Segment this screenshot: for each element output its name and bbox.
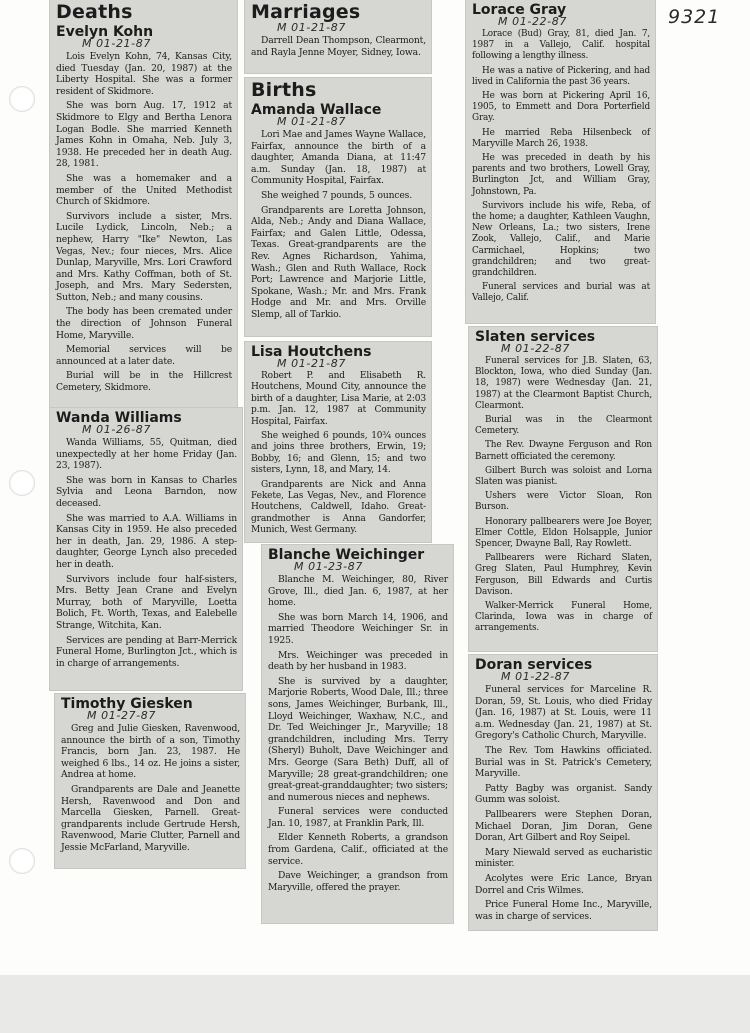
- paragraph: The Rev. Tom Hawkins officiated. Burial was in St. Patrick's Cemetery, Maryville.: [475, 744, 652, 780]
- paragraph: He was preceded in death by his parents and two brothers, Lowell Gray, Burlington Jct, and William Gray, Johnstown, Pa.: [472, 153, 650, 197]
- paragraph: Grandparents are Loretta Johnson, Alda, Neb.; Andy and Diana Wallace, Fairfax; and Galen Little, Odessa, Texas. Great-grandparents are the Rev. Agnes Richardson, Yahima, Wash.; Glen and Ruth Wallace, Rock Port; Lawrence and Marjorie Little, Spokane, Wash.; Mr. and Mrs. Frank Hodge and Mr. and Mrs. Orville Slemp, all of Tarkio.: [251, 204, 426, 320]
- paragraph: Pallbearers were Richard Slaten, Greg Slaten, Paul Humphrey, Kevin Ferguson, Bill Edwards and Curtis Davison.: [475, 553, 652, 597]
- paragraph: Darrell Dean Thompson, Clearmont, and Rayla Jenne Moyer, Sidney, Iowa.: [251, 35, 426, 58]
- birth-heading: Amanda Wallace: [251, 102, 382, 118]
- handwritten-date: M 01-23-87: [294, 560, 363, 573]
- clipping-lorace-gray: [466, 0, 655, 323]
- paragraph: Wanda Williams, 55, Quitman, died unexpectedly at her home Friday (Jan. 23, 1987).: [56, 437, 237, 472]
- obit-heading: Evelyn Kohn: [56, 24, 154, 40]
- paragraph: Robert P. and Elisabeth R. Houtchens, Mound City, announce the birth of a daughter, Lisa Marie, at 2:03 p.m. Jan. 12, 1987 at Community Hospital, Fairfax.: [251, 371, 426, 427]
- paragraph: Memorial services will be announced at a later date.: [56, 344, 232, 367]
- handwritten-date: M 01-21-87: [277, 115, 346, 128]
- binder-hole-top: [9, 86, 35, 112]
- article-body: [475, 684, 652, 922]
- article-body: [56, 437, 237, 669]
- handwritten-date: M 01-22-87: [501, 342, 570, 355]
- paragraph: Acolytes were Eric Lance, Bryan Dorrel and Cris Wilmes.: [475, 872, 652, 896]
- paragraph: She was a homemaker and a member of the United Methodist Church of Skidmore.: [56, 172, 232, 208]
- obit-heading: Lorace Gray: [472, 2, 567, 18]
- paragraph: Survivors include four half-sisters, Mrs. Betty Jean Crane and Evelyn Murray, both of Maryville, Loetta Bolich, Ft. Worth, Texas, and Ealebelle Strange, Witchita, Kan.: [56, 573, 237, 631]
- clipping-timothy-giesken: [55, 694, 245, 868]
- paragraph: She was married to A.A. Williams in Kansas City in 1959. He also preceded her in death, Jan. 29, 1986. A step-daughter, George Lynch also preceded her in death.: [56, 512, 237, 570]
- handwritten-date: M 01-22-87: [498, 15, 567, 28]
- paragraph: Survivors include his wife, Reba, of the home; a daughter, Kathleen Vaughn, New Orleans, La.; two sisters, Irene Zook, Vallejo, Calif., and Marie Carmichael, Hopkins; two grandchildren; and two great-grandchildren.: [472, 200, 650, 279]
- clipping-wanda-williams: [50, 408, 242, 690]
- page-number: 9321: [668, 6, 721, 28]
- section-heading-deaths: Deaths: [56, 1, 133, 23]
- paragraph: He was born at Pickering April 16, 1905, to Emmett and Dora Porterfield Gray.: [472, 91, 650, 124]
- paragraph: Grandparents are Nick and Anna Fekete, Las Vegas, Nev., and Florence Houtchens, Caldwell, Idaho. Great-grandmother is Anna Gandorfer, Munich, West Germany.: [251, 479, 426, 536]
- section-heading-births: Births: [251, 79, 317, 101]
- paragraph: Patty Bagby was organist. Sandy Gumm was soloist.: [475, 782, 652, 806]
- clipping-lisa-houtchens: [245, 342, 431, 542]
- paragraph: Mary Niewald served as eucharistic minister.: [475, 846, 652, 870]
- obit-heading: Doran services: [475, 657, 593, 673]
- paragraph: The body has been cremated under the direction of Johnson Funeral Home, Maryville.: [56, 306, 232, 341]
- paragraph: Lois Evelyn Kohn, 74, Kansas City, died Tuesday (Jan. 20, 1987) at the Liberty Hospital. She was a former resident of Skidmore.: [56, 51, 232, 97]
- clipping-blanche-weichinger: [262, 545, 453, 923]
- paragraph: Grandparents are Dale and Jeanette Hersh, Ravenwood and Don and Marcella Giesken, Parnell. Great-grandparents include Gertrude Hersh, Ravenwood, Marie Clutter, Parnell and Jessie McFarland, Maryville.: [61, 783, 240, 853]
- article-body: [268, 574, 448, 893]
- paragraph: She is survived by a daughter, Marjorie Roberts, Wood Dale, Ill.; three sons, James Weichinger, Burbank, Ill., Lloyd Weichinger, Waxhaw, N.C., and Dr. Ted Weichinger Jr., Maryville; 18 grandchildren, including Mrs. Terry (Sheryl) Buholt, Dave Weichinger and Mrs. George (Sara Beth) Duff, all of Maryville; 28 great-grandchildren; one great-great-granddaughter; two sisters; and numerous nieces and nephews.: [268, 675, 448, 803]
- paragraph: He was a native of Pickering, and had lived in California the past 36 years.: [472, 65, 650, 87]
- paragraph: The Rev. Dwayne Ferguson and Ron Barnett officiated the ceremony.: [475, 440, 652, 462]
- article-body: [251, 129, 426, 321]
- obit-heading: Blanche Weichinger: [268, 547, 425, 563]
- paragraph: Burial was in the Clearmont Cemetery.: [475, 415, 652, 437]
- article-body: [475, 356, 652, 635]
- handwritten-date: M 01-21-87: [277, 357, 346, 370]
- handwritten-date: M 01-21-87: [277, 21, 346, 34]
- paragraph: Dave Weichinger, a grandson from Maryville, offered the prayer.: [268, 870, 448, 893]
- paragraph: Funeral services for Marceline R. Doran, 59, St. Louis, who died Friday (Jan. 16, 1987) at St. Louis, were 11 a.m. Wednesday (Jan. 21, 1987) at St. Gregory's Catholic Church, Maryville.: [475, 684, 652, 742]
- article-body: [472, 29, 650, 305]
- clipping-evelyn-kohn: [50, 0, 237, 408]
- handwritten-date: M 01-26-87: [82, 423, 151, 436]
- scan-bottom-margin: [0, 975, 750, 1033]
- clipping-doran-services: [469, 655, 657, 930]
- article-body: [56, 51, 232, 394]
- handwritten-date: M 01-21-87: [82, 37, 151, 50]
- paragraph: Lorace (Bud) Gray, 81, died Jan. 7, 1987 in a Vallejo, Calif. hospital following a lengthy illness.: [472, 29, 650, 62]
- clipping-amanda-wallace: [245, 78, 431, 336]
- paragraph: Funeral services and burial was at Vallejo, Calif.: [472, 282, 650, 304]
- paragraph: She was born in Kansas to Charles Sylvia and Leona Barndon, now deceased.: [56, 474, 237, 509]
- paragraph: Services are pending at Barr-Merrick Funeral Home, Burlington Jct., which is in charge of arrangements.: [56, 634, 237, 669]
- paragraph: Burial will be in the Hillcrest Cemetery, Skidmore.: [56, 370, 232, 394]
- handwritten-date: M 01-22-87: [501, 670, 570, 683]
- paragraph: Mrs. Weichinger was preceded in death by her husband in 1983.: [268, 649, 448, 673]
- paragraph: He married Reba Hilsenbeck of Maryville March 26, 1938.: [472, 127, 650, 149]
- paragraph: Walker-Merrick Funeral Home, Clarinda, Iowa was in charge of arrangements.: [475, 601, 652, 634]
- paragraph: Funeral services were conducted Jan. 10, 1987, at Franklin Park, Ill.: [268, 806, 448, 829]
- paragraph: She weighed 6 pounds, 10¾ ounces and joins three brothers, Erwin, 19; Bobby, 16; and Glenn, 15; and two sisters, Lynn, 18, and Mary, 14.: [251, 431, 426, 476]
- birth-heading: Lisa Houtchens: [251, 344, 372, 360]
- paragraph: Honorary pallbearers were Joe Boyer, Elmer Cottle, Eldon Holsapple, Junior Spencer, Dwayne Ball, Ray Rowlett.: [475, 516, 652, 550]
- handwritten-date: M 01-27-87: [87, 709, 156, 722]
- paragraph: Gilbert Burch was soloist and Lorna Slaten was pianist.: [475, 465, 652, 488]
- paragraph: Lori Mae and James Wayne Wallace, Fairfax, announce the birth of a daughter, Amanda Diana, at 11:47 a.m. Sunday (Jan. 18, 1987) at Community Hospital, Fairfax.: [251, 129, 426, 187]
- binder-hole-middle: [9, 470, 35, 496]
- paragraph: Blanche M. Weichinger, 80, River Grove, Ill., died Jan. 6, 1987, at her home.: [268, 574, 448, 609]
- article-body: [251, 35, 426, 58]
- paragraph: She was born Aug. 17, 1912 at Skidmore to Elgy and Bertha Lenora Logan Bodle. She married Kenneth James Kohn in Omaha, Neb. July 3, 1938. He preceded her in death Aug. 28, 1981.: [56, 100, 232, 170]
- paragraph: Price Funeral Home Inc., Maryville, was in charge of services.: [475, 899, 652, 922]
- paragraph: Elder Kenneth Roberts, a grandson from Gardena, Calif., officiated at the service.: [268, 832, 448, 867]
- paragraph: Survivors include a sister, Mrs. Lucile Lydick, Lincoln, Neb.; a nephew, Harry "Ike" Newton, Las Vegas, Nev.; four nieces, Mrs. Alice Dunlap, Maryville, Mrs. Lori Crawford and Mrs. Kathy Coffman, both of St. Joseph, and Mrs. Mary Sedersten, Sutton, Neb.; and many cousins.: [56, 210, 232, 303]
- birth-heading: Timothy Giesken: [61, 696, 193, 712]
- clipping-slaten-services: [469, 327, 657, 651]
- paragraph: Ushers were Victor Sloan, Ron Burson.: [475, 491, 652, 513]
- paragraph: Pallbearers were Stephen Doran, Michael Doran, Jim Doran, Gene Doran, Art Gilbert and Roy Seipel.: [475, 808, 652, 844]
- obit-heading: Wanda Williams: [56, 410, 182, 426]
- article-body: [251, 371, 426, 537]
- obit-heading: Slaten services: [475, 329, 596, 345]
- paragraph: Funeral services for J.B. Slaten, 63, Blockton, Iowa, who died Sunday (Jan. 18, 1987) were Wednesday (Jan. 21, 1987) at the Clearmont Baptist Church, Clearmont.: [475, 356, 652, 411]
- paragraph: She weighed 7 pounds, 5 ounces.: [261, 189, 412, 201]
- paragraph: She was born March 14, 1906, and married Theodore Weichinger Sr. in 1925.: [268, 611, 448, 646]
- paragraph: Greg and Julie Giesken, Ravenwood, announce the birth of a son, Timothy Francis, born Jan. 23, 1987. He weighed 6 lbs., 14 oz. He joins a sister, Andrea at home.: [61, 723, 240, 781]
- section-heading-marriages: Marriages: [251, 1, 361, 23]
- binder-hole-bottom: [9, 848, 35, 874]
- article-body: [61, 723, 240, 854]
- clipping-marriages: [245, 0, 431, 73]
